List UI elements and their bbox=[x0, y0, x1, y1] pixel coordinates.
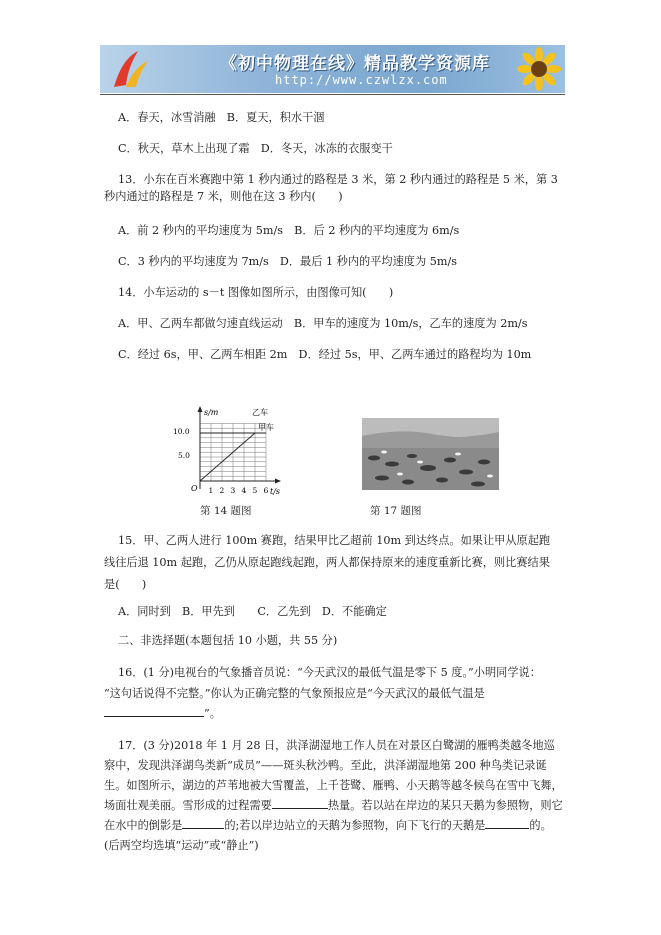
q17-line5 bbox=[104, 818, 552, 833]
q17-line5-c: 的。 bbox=[529, 819, 552, 832]
y-axis-arrow bbox=[198, 406, 203, 412]
y-tick-10: 10.0 bbox=[173, 427, 190, 436]
q13-options-cd: C．3 秒内的平均速度为 7m/s D．最后 1 秒内的平均速度为 5m/s bbox=[118, 255, 457, 268]
q14-options-cd: C．经过 6s，甲、乙两车相距 2m D．经过 5s，甲、乙两车通过的路程均为 10m bbox=[118, 348, 532, 361]
x-axis-arrow bbox=[275, 479, 281, 484]
q17-line6: (后两空均选填“运动”或“静止”) bbox=[104, 839, 259, 852]
q17-blank-3[interactable] bbox=[485, 818, 529, 829]
q17-line4 bbox=[104, 798, 563, 813]
q17-blank-2[interactable] bbox=[182, 818, 224, 829]
q17-line2: 察中，发现洪泽湖鸟类新“成员”——斑头秋沙鸭。至此，洪泽湖湿地第 200 种鸟类记录诞 bbox=[104, 759, 547, 772]
x-tick-2: 2 bbox=[219, 486, 225, 495]
q17-line4-a: 场面壮观美丽。雪形成的过程需要 bbox=[104, 799, 272, 812]
banner-title: 《初中物理在线》精品教学资源库 bbox=[220, 54, 490, 74]
q17-line5-b: 的;若以岸边站立的天鹅为参照物，向下飞行的天鹅是 bbox=[224, 819, 486, 832]
x-tick-4: 4 bbox=[241, 486, 247, 495]
x-tick-5: 5 bbox=[252, 486, 258, 495]
q15-stem-line2: 线往后退 10m 起跑，乙仍从原起跑线起跑，两人都保持原来的速度重新比赛，则比赛结果 bbox=[104, 556, 550, 569]
q17-line1: 17．(3 分)2018 年 1 月 28 日，洪泽湖湿地工作人员在对景区白鹭湖的雁鸭类越冬地巡 bbox=[118, 739, 555, 752]
q15-stem-line1: 15．甲、乙两人进行 100m 赛跑，结果甲比乙超前 10m 到达终点。如果让甲从原起跑 bbox=[118, 534, 551, 547]
q17-lake-photo bbox=[362, 418, 499, 490]
q13-stem-line1: 13．小东在百米赛跑中第 1 秒内通过的路程是 3 米，第 2 秒内通过的路程是 5 米，第 3 bbox=[118, 173, 558, 186]
logo-icon bbox=[108, 49, 152, 89]
q17-blank-1[interactable] bbox=[272, 798, 328, 809]
x-tick-O: O bbox=[191, 484, 198, 493]
header-divider bbox=[100, 94, 565, 95]
q14-st-graph bbox=[170, 403, 285, 501]
q15-stem-line3: 是( ) bbox=[104, 578, 147, 591]
q17-line4-b: 热量。若以站在岸边的某只天鹅为参照物，则它 bbox=[327, 799, 563, 812]
q17-line3: 生。如图所示，湖边的芦苇地被大雪覆盖，上千苍鹭、雁鸭、小天鹅等越冬候鸟在雪中飞舞， bbox=[104, 779, 563, 792]
section-2-heading: 二、非选择题(本题包括 10 小题，共 55 分) bbox=[118, 634, 338, 647]
y-tick-5: 5.0 bbox=[178, 451, 190, 460]
series-label-yi: 乙车 bbox=[252, 408, 268, 417]
q16-line1: 16．(1 分)电视台的气象播音员说：“今天武汉的最低气温是零下 5 度。”小明同学说： bbox=[118, 666, 541, 679]
q13-stem-line2: 秒内通过的路程是 7 米，则他在这 3 秒内( ) bbox=[104, 190, 343, 203]
q16-answer-blank[interactable] bbox=[104, 706, 204, 717]
y-axis-label: s/m bbox=[204, 408, 219, 417]
header-banner bbox=[100, 45, 565, 93]
q13-options-ab: A．前 2 秒内的平均速度为 5m/s B．后 2 秒内的平均速度为 6m/s bbox=[118, 224, 460, 237]
q14-stem: 14．小车运动的 s－t 图像如图所示，由图像可知( ) bbox=[118, 286, 394, 299]
q16-line3-end: ”。 bbox=[204, 707, 221, 720]
x-tick-labels bbox=[191, 484, 269, 495]
q12-options-cd: C．秋天，草木上出现了霜 D．冬天，冰冻的衣服变干 bbox=[118, 142, 393, 155]
q12-options-ab: A．春天，冰雪消融 B．夏天，积水干涸 bbox=[118, 111, 325, 124]
x-tick-6: 6 bbox=[263, 486, 269, 495]
x-tick-3: 3 bbox=[230, 486, 236, 495]
q17-line5-a: 在水中的倒影是 bbox=[104, 819, 183, 832]
banner-url[interactable]: http://www.czwlzx.com bbox=[275, 73, 448, 87]
sunflower-icon bbox=[517, 47, 561, 91]
q16-line3 bbox=[104, 706, 221, 721]
q16-line2: “这句话说得不完整。”你认为正确完整的气象预报应是“今天武汉的最低气温是 bbox=[104, 687, 485, 700]
x-axis-label: t/s bbox=[270, 487, 281, 496]
figure17-caption: 第 17 题图 bbox=[370, 505, 422, 517]
q14-options-ab: A．甲、乙两车都做匀速直线运动 B．甲车的速度为 10m/s，乙车的速度为 2m/s bbox=[118, 317, 528, 330]
figure14-caption: 第 14 题图 bbox=[200, 505, 252, 517]
series-label-jia: 甲车 bbox=[258, 423, 274, 432]
x-tick-1: 1 bbox=[208, 486, 214, 495]
q15-options: A．同时到 B．甲先到 C．乙先到 D．不能确定 bbox=[118, 605, 387, 618]
